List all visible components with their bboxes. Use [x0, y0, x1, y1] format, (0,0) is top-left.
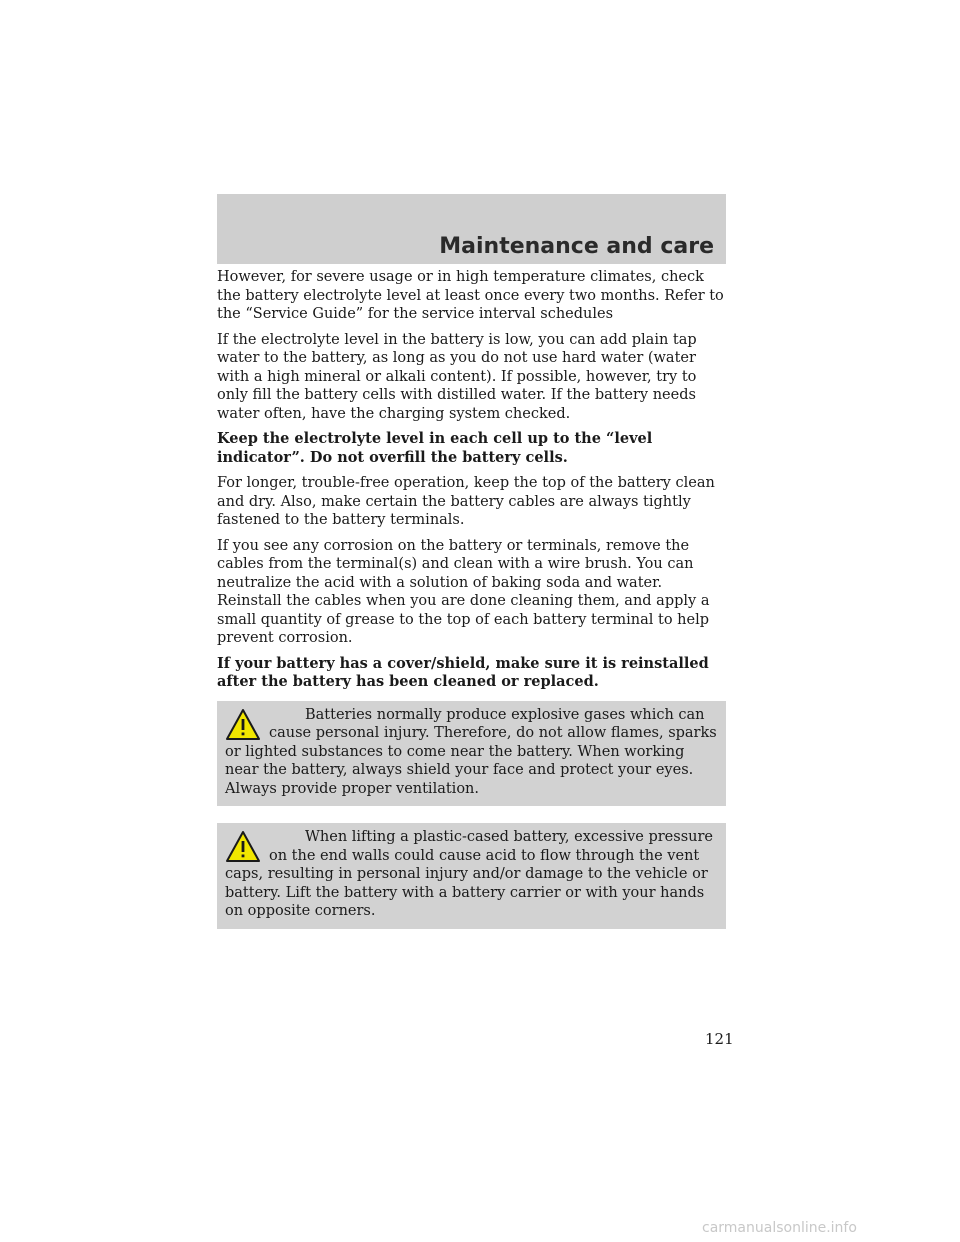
- body-paragraph: However, for severe usage or in high temperature climates, check the battery electrolyte level at least once every two months. Refer to the “Service Guide” for the service interval schedules: [217, 269, 724, 322]
- body-paragraph: For longer, trouble-free operation, keep the top of the battery clean and dry. Also, make certain the battery cables are always tightly fastened to the battery terminals.: [217, 475, 715, 528]
- section-header-bar: [217, 194, 726, 264]
- warning-box: [217, 701, 726, 807]
- warning-text: Batteries normally produce explosive gases which can cause personal injury. Therefore, do not allow flames, sparks or lighted substances to come near the battery. When working near the battery, always shield your face and protect your eyes. Always provide proper ventilation.: [225, 706, 717, 797]
- warning-triangle-icon: [225, 829, 261, 865]
- section-title: Maintenance and care: [439, 234, 714, 259]
- body-paragraph: If you see any corrosion on the battery or terminals, remove the cables from the terminal(s) and clean with a wire brush. You can neutralize the acid with a solution of baking soda and water. Reinstall the cables when you are done cleaning them, and apply a small quantity of grease to the top of each battery terminal to help prevent corrosion.: [217, 537, 710, 646]
- warning-triangle-icon: [225, 707, 261, 743]
- site-watermark: carmanualsonline.info: [702, 1220, 857, 1236]
- warning-text: When lifting a plastic-cased battery, excessive pressure on the end walls could cause acid to flow through the vent caps, resulting in personal injury and/or damage to the vehicle or battery. Lift the battery with a battery carrier or with your hands on opposite corners.: [225, 829, 713, 919]
- warning-box: [217, 823, 726, 929]
- bold-notice-paragraph: Keep the electrolyte level in each cell up to the “level indicator”. Do not overfill the battery cells.: [217, 430, 653, 466]
- page-content: [217, 268, 726, 929]
- body-paragraph: If the electrolyte level in the battery is low, you can add plain tap water to the battery, as long as you do not use hard water (water with a high mineral or alkali content). If possible, however, try to only fill the battery cells with distilled water. If the battery needs water often, have the charging system checked.: [217, 331, 697, 422]
- bold-notice-paragraph: If your battery has a cover/shield, make sure it is reinstalled after the battery has been cleaned or replaced.: [217, 654, 709, 690]
- page-number: 121: [705, 1030, 734, 1048]
